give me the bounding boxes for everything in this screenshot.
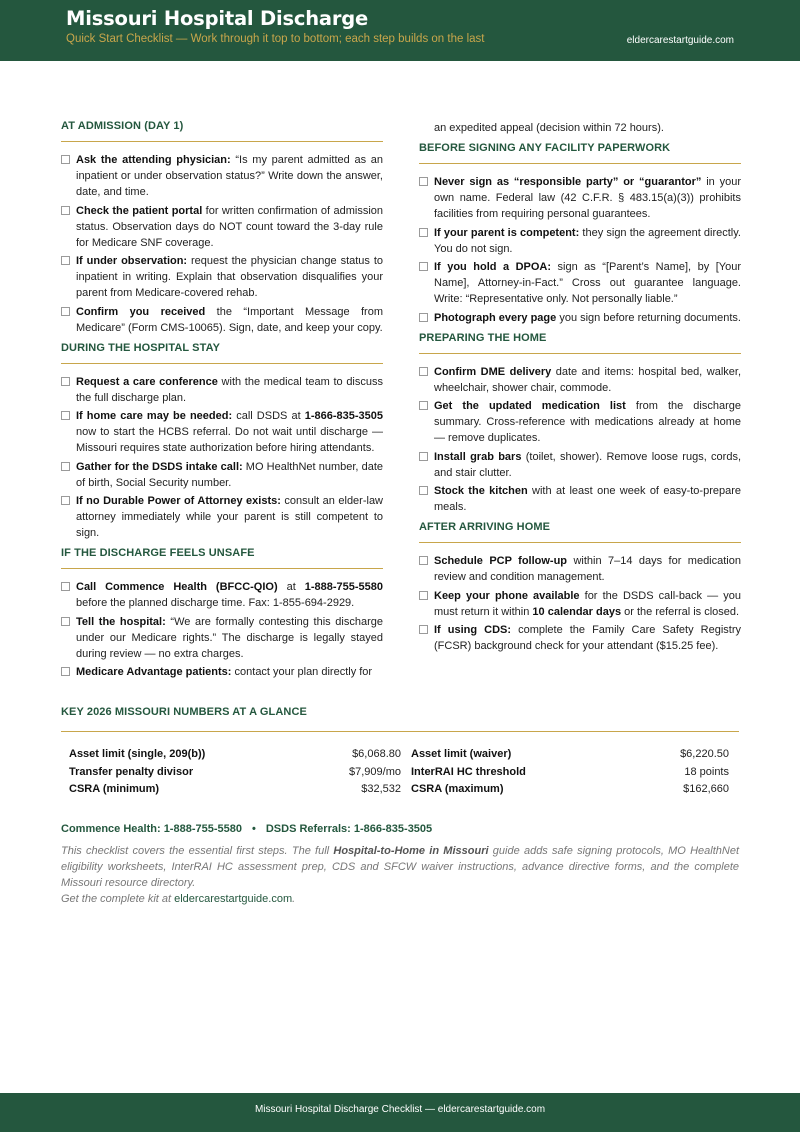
checklist-item <box>61 253 383 301</box>
item-text: for written confirmation of admission status. Observation days do NOT count toward the 3-day rule for Medicare SNF coverage. <box>76 204 383 249</box>
contact-separator: • <box>251 823 256 835</box>
kit-note <box>61 891 295 907</box>
key-label: Transfer penalty divisor <box>69 765 194 778</box>
key-value: $162,660 <box>683 783 729 795</box>
checkbox[interactable] <box>61 496 70 505</box>
checklist-section <box>419 332 741 516</box>
checkbox[interactable] <box>419 313 428 322</box>
checkbox[interactable] <box>419 228 428 237</box>
page-subtitle: Quick Start Checklist — Work through it top to bottom; each step builds on the last <box>66 33 485 45</box>
item-lead: Ask the attending physician: <box>76 154 231 166</box>
checkbox[interactable] <box>61 462 70 471</box>
item-lead: Schedule PCP follow-up <box>434 555 568 567</box>
item-text-continued: or the referral is closed. <box>621 605 740 618</box>
checklist <box>61 579 383 680</box>
checklist-item <box>419 622 741 654</box>
item-lead: If you hold a DPOA: <box>434 261 552 273</box>
key-cell <box>61 746 403 764</box>
item-text: with at least one week of easy-to-prepare meals. <box>434 485 741 513</box>
item-text: “Is my parent admitted as an inpatient or under observation status?” Write down the answer, date, and time. <box>76 154 384 198</box>
item-lead: Get the updated medication list <box>434 400 626 412</box>
item-lead: If home care may be needed: <box>76 410 233 422</box>
item-text: they sign the agreement directly. You do not sign. <box>434 226 741 255</box>
key-numbers-row <box>61 764 739 782</box>
item-text: within 7–14 days for medication review and condition management. <box>434 555 741 583</box>
item-text: consult an elder-law attorney immediately while your parent is still competent to sign. <box>76 495 384 539</box>
checkbox[interactable] <box>419 367 428 376</box>
item-lead: Confirm you received <box>76 305 206 318</box>
item-lead: If under observation: <box>76 255 188 267</box>
key-cell <box>403 746 739 764</box>
checklist <box>61 374 383 542</box>
key-label: InterRAI HC threshold <box>411 765 526 778</box>
page-footer <box>0 1093 800 1132</box>
checklist-section <box>61 547 383 680</box>
checklist-item <box>419 398 741 446</box>
checklist-item <box>419 259 741 307</box>
key-numbers-section <box>61 706 739 799</box>
checkbox[interactable] <box>419 486 428 495</box>
item-text: contact your plan directly for <box>231 666 373 678</box>
checklist-item <box>419 225 741 257</box>
item-lead: Tell the hospital: <box>76 615 166 628</box>
item-text: date and items: hospital bed, walker, wheelchair, shower chair, commode. <box>434 365 741 394</box>
checkbox[interactable] <box>61 307 70 316</box>
section-heading: PREPARING THE HOME <box>419 332 741 354</box>
guide-note <box>61 843 739 891</box>
checklist <box>419 364 741 516</box>
continued-text: an expedited appeal (decision within 72 hours). <box>434 122 664 134</box>
checklist <box>61 152 383 336</box>
item-text: “We are formally contesting this discharge under our Medicare rights.” The discharge is legally stayed during review — no extra charges. <box>76 615 383 660</box>
item-emphasis: 10 calendar days <box>532 605 622 618</box>
checklist-item <box>419 310 741 326</box>
item-text: in your own name. Federal law (42 C.F.R. § 483.15(a)(3)) prohibits facilities from requiring personal guarantees. <box>434 176 741 220</box>
item-lead: Install grab bars <box>434 450 522 463</box>
key-value: $6,068.80 <box>352 748 401 760</box>
key-label: Asset limit (single, 209(b)) <box>69 748 206 760</box>
checkbox[interactable] <box>419 556 428 565</box>
checkbox[interactable] <box>419 452 428 461</box>
contact-line <box>61 823 432 835</box>
item-emphasis: 1-866-835-3505 <box>304 410 384 422</box>
item-lead: Stock the kitchen <box>434 485 528 497</box>
item-emphasis: 1-888-755-5580 <box>304 581 383 593</box>
section-heading: IF THE DISCHARGE FEELS UNSAFE <box>61 547 383 569</box>
checklist-item <box>61 614 383 662</box>
checklist-item <box>61 493 383 541</box>
key-value: $32,532 <box>361 783 401 795</box>
kit-note-end: . <box>292 893 296 905</box>
note-text: This checklist covers the essential first steps. The full <box>61 845 334 857</box>
checklist-item <box>61 579 383 611</box>
item-lead: Medicare Advantage patients: <box>76 666 232 678</box>
item-text: for the DSDS call-back — you must return it within <box>434 589 741 618</box>
checklist-item <box>419 588 741 620</box>
checklist-section <box>419 142 741 326</box>
checkbox[interactable] <box>419 177 428 186</box>
checklist-item <box>61 408 383 456</box>
item-lead: Confirm DME delivery <box>434 365 552 378</box>
item-lead: Call Commence Health (BFCC-QIO) <box>76 581 278 593</box>
item-text: complete the Family Care Safety Registry (FCSR) background check for your attendant ($15.25 fee). <box>434 624 741 652</box>
right-column <box>419 120 741 660</box>
section-heading: AFTER ARRIVING HOME <box>419 521 741 543</box>
item-text: sign as “[Parent’s Name], by [Your Name], Attorney-in-Fact.” Cross out guarantee language. Write: “Representative only. Not personally liable.” <box>434 261 741 305</box>
header-site-url: eldercarestartguide.com <box>626 35 734 46</box>
checklist-item <box>61 304 383 336</box>
checklist-item <box>419 364 741 396</box>
item-lead: Keep your phone available <box>434 589 580 602</box>
section-heading: AT ADMISSION (DAY 1) <box>61 120 383 142</box>
item-text: at <box>277 581 305 593</box>
key-numbers-heading: KEY 2026 MISSOURI NUMBERS AT A GLANCE <box>61 706 739 732</box>
item-lead: If no Durable Power of Attorney exists: <box>76 495 281 507</box>
item-lead: Request a care conference <box>76 375 218 388</box>
checklist-item <box>61 664 383 680</box>
checkbox[interactable] <box>61 206 70 215</box>
checkbox[interactable] <box>61 411 70 420</box>
checklist-section <box>61 120 383 336</box>
kit-note-text: Get the complete kit at <box>61 893 175 905</box>
checklist-section <box>419 521 741 654</box>
checklist-item <box>419 449 741 481</box>
dsds-contact: DSDS Referrals: 1-866-835-3505 <box>265 823 433 835</box>
item-text: with the medical team to discuss the full discharge plan. <box>76 375 383 404</box>
item-text: call DSDS at <box>232 410 305 422</box>
key-value: $6,220.50 <box>680 748 729 760</box>
commence-contact: Commence Health: 1-888-755-5580 <box>61 823 242 835</box>
key-cell <box>403 764 739 782</box>
key-value: 18 points <box>684 765 729 778</box>
checklist-item <box>419 483 741 515</box>
key-numbers-row <box>61 746 739 764</box>
page-header <box>0 0 800 61</box>
item-text-continued: before the planned discharge time. Fax: 1-855-694-2929. <box>76 597 355 609</box>
checkbox[interactable] <box>419 401 428 410</box>
item-text: from the discharge summary. Cross-reference with medications already at home — remove duplicates. <box>434 400 742 444</box>
checkbox[interactable] <box>61 155 70 164</box>
item-text: request the physician change status to inpatient in writing. Explain that observation disqualifies your parent from Medicare-covered rehab. <box>76 255 383 299</box>
checkbox[interactable] <box>61 256 70 265</box>
key-cell <box>61 764 403 782</box>
checklist-item <box>61 203 383 251</box>
kit-link[interactable]: eldercarestartguide.com <box>174 893 293 905</box>
checklist-item <box>419 553 741 585</box>
checklist <box>419 553 741 654</box>
section-heading: BEFORE SIGNING ANY FACILITY PAPERWORK <box>419 142 741 164</box>
checkbox[interactable] <box>61 667 70 676</box>
key-label: Asset limit (waiver) <box>411 748 512 760</box>
key-cell <box>403 781 739 799</box>
checklist <box>419 174 741 326</box>
item-text: MO HealthNet number, date of birth, Social Security number. <box>76 460 384 489</box>
page-title: Missouri Hospital Discharge <box>66 7 369 30</box>
key-value: $7,909/mo <box>349 765 401 778</box>
left-column <box>61 120 383 686</box>
item-lead: Check the patient portal <box>76 204 203 217</box>
item-lead: If your parent is competent: <box>434 226 580 239</box>
checklist-item <box>419 174 741 222</box>
item-text: the “Important Message from Medicare” (Form CMS-10065). Sign, date, and keep your copy. <box>76 305 384 334</box>
item-lead: Never sign as “responsible party” or “guarantor” <box>434 176 702 188</box>
item-lead: Gather for the DSDS intake call: <box>76 460 243 473</box>
checklist-item <box>61 374 383 406</box>
checklist-section <box>61 342 383 542</box>
item-lead: If using CDS: <box>434 624 512 636</box>
checkbox[interactable] <box>419 591 428 600</box>
item-text-continued: now to start the HCBS referral. Do not wait until discharge — Missouri requires state authorization before hiring attendants. <box>76 426 383 454</box>
item-lead: Photograph every page <box>434 311 557 324</box>
checkbox[interactable] <box>61 617 70 626</box>
checkbox[interactable] <box>61 582 70 591</box>
item-text: you sign before returning documents. <box>556 311 741 324</box>
guide-title: Hospital-to-Home in Missouri <box>333 845 489 857</box>
footer-text: Missouri Hospital Discharge Checklist — eldercarestartguide.com <box>254 1104 546 1115</box>
key-cell <box>61 781 403 799</box>
checkbox[interactable] <box>419 625 428 634</box>
checklist-item <box>61 152 383 200</box>
key-label: CSRA (minimum) <box>69 783 160 795</box>
key-numbers-table <box>61 746 739 799</box>
checklist-item <box>61 459 383 491</box>
checkbox[interactable] <box>419 262 428 271</box>
key-label: CSRA (maximum) <box>411 783 504 795</box>
checkbox[interactable] <box>61 377 70 386</box>
key-numbers-row <box>61 781 739 799</box>
section-heading: DURING THE HOSPITAL STAY <box>61 342 383 364</box>
note-text-continued: guide adds safe signing protocols, MO HealthNet eligibility worksheets, InterRAI HC assessment prep, CDS and SFCW waiver instructions, advance directive forms, and the complete Missouri resource directory. <box>61 845 740 889</box>
item-text: (toilet, shower). Remove loose rugs, cords, and stair clutter. <box>434 450 741 479</box>
